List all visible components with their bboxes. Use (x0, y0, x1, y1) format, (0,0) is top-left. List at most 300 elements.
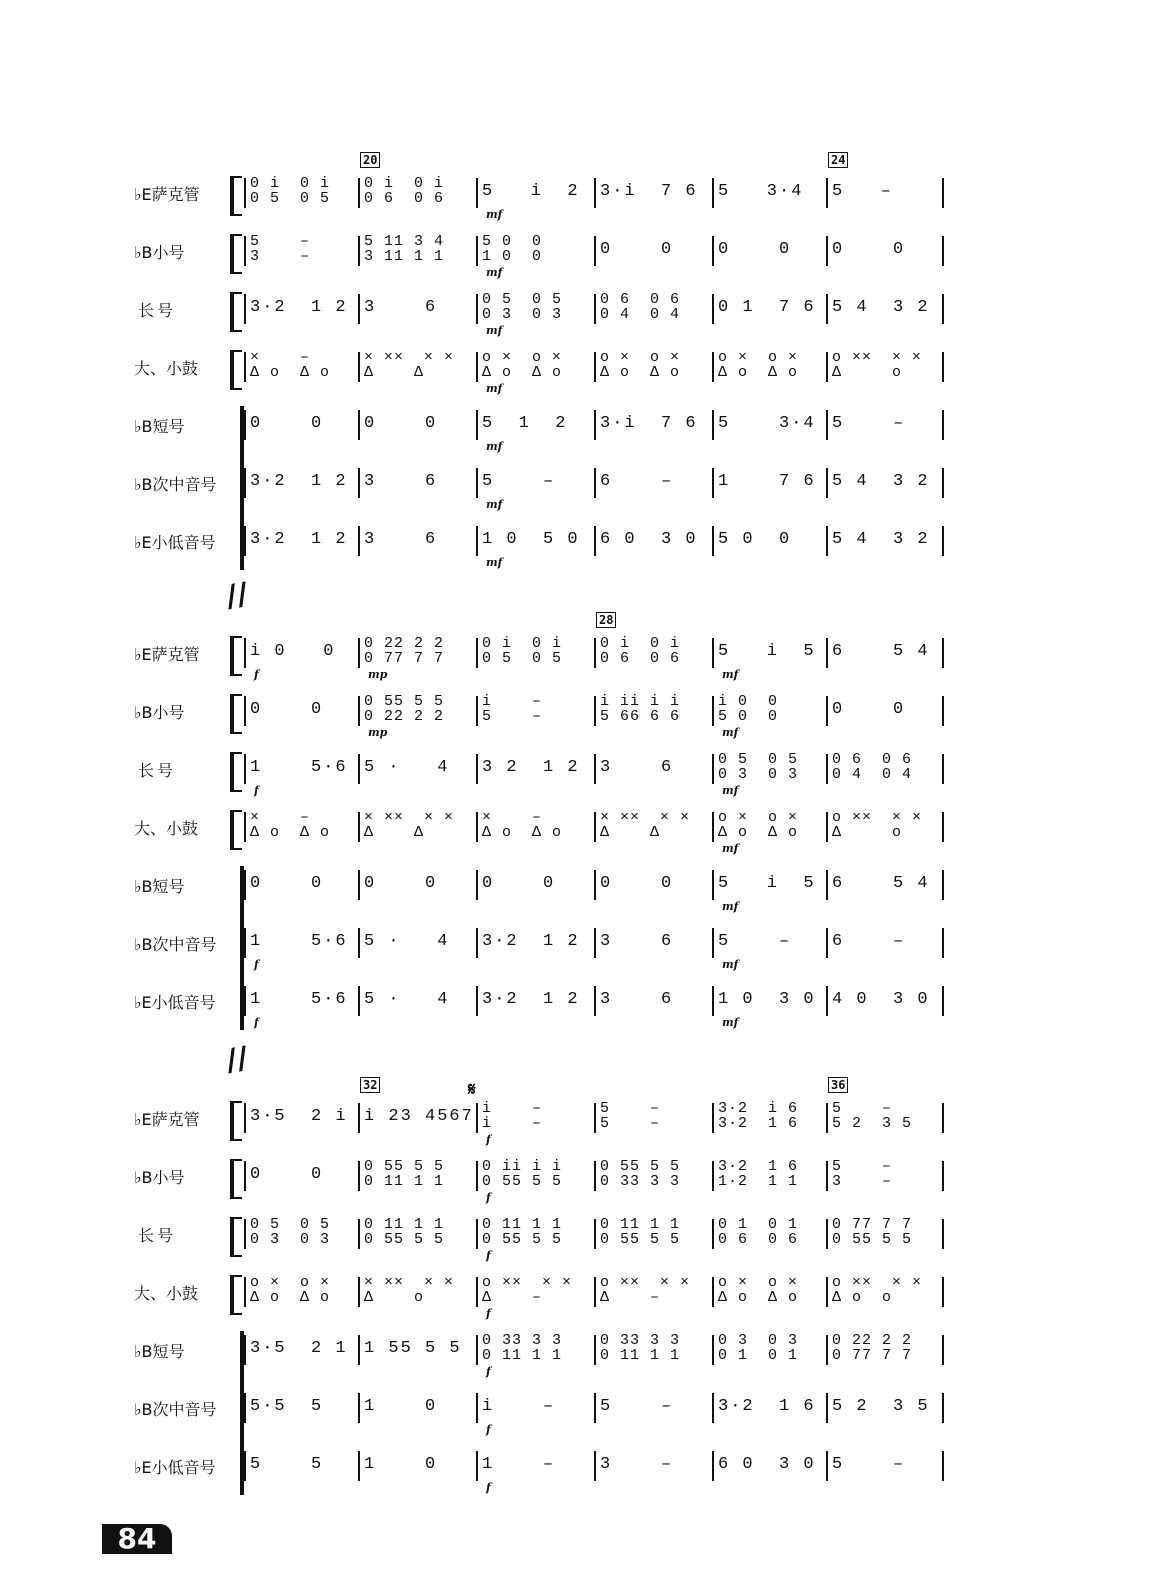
notation-text: 0 0 (832, 240, 906, 259)
staff-brace (230, 1275, 242, 1315)
barline (942, 1161, 944, 1191)
measure (244, 292, 356, 326)
barline (594, 1161, 596, 1191)
notation-text: 5 1 2 (482, 414, 568, 433)
notation-text: 3·2 1 2 (482, 990, 580, 1009)
notation-text: 5 – 3 – (832, 1158, 893, 1190)
barline (358, 352, 360, 382)
instrument-label: ♭B次中音号 (134, 1400, 217, 1419)
measure (244, 694, 356, 728)
measure (358, 868, 474, 902)
barline (594, 696, 596, 726)
barline (244, 1393, 246, 1423)
barline (712, 178, 714, 208)
barline (594, 1393, 596, 1423)
measure (826, 694, 940, 728)
measure (358, 466, 474, 500)
page-number: 84 (102, 1524, 172, 1554)
barline (826, 870, 828, 900)
notation-text: i – i – (482, 1100, 543, 1132)
instrument-staff (0, 804, 1152, 854)
rehearsal-mark: 24 (828, 152, 848, 168)
notation-text: 0 3 0 3 0 1 0 1 (718, 1332, 799, 1364)
barline (244, 236, 246, 266)
barline (244, 638, 246, 668)
barline (594, 754, 596, 784)
measure (358, 1391, 474, 1425)
barline (594, 294, 596, 324)
measure (244, 524, 356, 558)
notation-text: 0 1 7 6 (718, 298, 816, 317)
notation-text: 1 5·6 (250, 932, 348, 951)
barline (244, 526, 246, 556)
barline (826, 1335, 828, 1365)
instrument-staff (0, 1153, 1152, 1203)
measure (358, 234, 474, 268)
instrument-staff (0, 344, 1152, 394)
barline (712, 468, 714, 498)
measure (244, 1449, 356, 1483)
measure (826, 234, 940, 268)
barline (712, 986, 714, 1016)
notation-text: i ii i i 5 66 6 6 (600, 693, 681, 725)
measure (594, 926, 710, 960)
notation-text: o × o × Δ o Δ o (250, 1274, 331, 1306)
notation-text: 6 0 3 0 (600, 530, 698, 549)
measure (594, 868, 710, 902)
staff-brace (230, 810, 242, 850)
instrument-label: ♭E小低音号 (134, 533, 216, 552)
rehearsal-mark: 36 (828, 1077, 848, 1093)
measure (244, 466, 356, 500)
barline (826, 526, 828, 556)
instrument-label: 长号 (138, 761, 177, 780)
measure (594, 810, 710, 844)
notation-text: 0 55 5 5 0 11 1 1 (364, 1158, 445, 1190)
barline (712, 1103, 714, 1133)
notation-text: 3 6 (364, 298, 438, 317)
barline (712, 410, 714, 440)
segno-sign: 𝄋 (468, 1079, 476, 1099)
notation-text: 5 – 3 – (250, 233, 311, 265)
measure (244, 1101, 356, 1135)
dynamic-marking: f (486, 1481, 491, 1494)
measure (358, 1449, 474, 1483)
instrument-label: ♭E小低音号 (134, 1458, 216, 1477)
barline (358, 526, 360, 556)
dynamic-marking: f (486, 1249, 491, 1262)
instrument-label: ♭B次中音号 (134, 935, 217, 954)
barline (476, 526, 478, 556)
notation-text: 3 2 1 2 (482, 758, 580, 777)
notation-text: 0 5 0 5 0 3 0 3 (718, 751, 799, 783)
measure (594, 292, 710, 326)
instrument-label: ♭E小低音号 (134, 993, 216, 1012)
barline (358, 986, 360, 1016)
instrument-label: ♭B短号 (134, 877, 185, 896)
notation-text: 3·2 1 6 (718, 1397, 816, 1416)
instrument-label: ♭B小号 (134, 1168, 185, 1187)
notation-text: 3 6 (600, 932, 674, 951)
instrument-staff (0, 1095, 1152, 1145)
measure (826, 292, 940, 326)
measure (712, 636, 824, 670)
barline (476, 178, 478, 208)
measure (826, 1159, 940, 1193)
measure (826, 1217, 940, 1251)
notation-text: 0 55 5 5 0 33 3 3 (600, 1158, 681, 1190)
dynamic-marking: mf (722, 958, 739, 971)
notation-text: 0 0 (364, 874, 438, 893)
notation-text: 0 33 3 3 0 11 1 1 (600, 1332, 681, 1364)
measure (476, 1391, 592, 1425)
barline (476, 754, 478, 784)
barline (942, 468, 944, 498)
instrument-label: ♭B小号 (134, 703, 185, 722)
notation-text: 3·2 1 6 1·2 1 1 (718, 1158, 799, 1190)
barline (712, 870, 714, 900)
barline (244, 1219, 246, 1249)
barline (476, 352, 478, 382)
measure (476, 1101, 592, 1135)
instrument-label: 长号 (138, 1226, 177, 1245)
dynamic-marking: mf (486, 440, 503, 453)
notation-text: 1 7 6 (718, 472, 816, 491)
notation-text: 1 5·6 (250, 758, 348, 777)
measure (712, 1159, 824, 1193)
barline (476, 1103, 478, 1133)
notation-text: 5 0 0 (718, 530, 792, 549)
measure (244, 636, 356, 670)
notation-text: 3·5 2 1 (250, 1339, 348, 1358)
measure (826, 810, 940, 844)
measure (244, 350, 356, 384)
notation-text: o × o × Δ o Δ o (718, 809, 799, 841)
notation-text: 5 i 5 (718, 642, 816, 661)
dynamic-marking: f (486, 1133, 491, 1146)
dynamic-marking: mf (486, 266, 503, 279)
barline (826, 986, 828, 1016)
barline (244, 812, 246, 842)
measure (826, 350, 940, 384)
notation-text: o × o × Δ o Δ o (718, 1274, 799, 1306)
measure (826, 926, 940, 960)
dynamic-marking: f (254, 668, 259, 681)
measure (712, 810, 824, 844)
notation-text: 1 0 3 0 (718, 990, 816, 1009)
dynamic-marking: mf (722, 726, 739, 739)
barline (942, 1219, 944, 1249)
measure (476, 1275, 592, 1309)
notation-text: 0 33 3 3 0 11 1 1 (482, 1332, 563, 1364)
measure (826, 868, 940, 902)
measure (712, 1333, 824, 1367)
barline (942, 1335, 944, 1365)
notation-text: 5 – (718, 932, 792, 951)
dynamic-marking: mp (368, 726, 388, 739)
notation-text: 0 0 (250, 1165, 324, 1184)
measure (358, 524, 474, 558)
notation-text: 1 5·6 (250, 990, 348, 1009)
measure (712, 1391, 824, 1425)
barline (244, 870, 246, 900)
staff-brace (230, 1217, 242, 1257)
notation-text: 0 5 0 5 0 3 0 3 (250, 1216, 331, 1248)
measure (594, 694, 710, 728)
measure (476, 466, 592, 500)
measure (244, 408, 356, 442)
measure (594, 350, 710, 384)
barline (942, 812, 944, 842)
notation-text: 5 – (832, 1455, 906, 1474)
barline (942, 352, 944, 382)
notation-text: 3·2 1 2 (250, 530, 348, 549)
notation-text: 0 1 0 1 0 6 0 6 (718, 1216, 799, 1248)
measure (594, 1449, 710, 1483)
measure (826, 466, 940, 500)
notation-text: 6 – (832, 932, 906, 951)
barline (476, 1393, 478, 1423)
notation-text: 3 6 (364, 530, 438, 549)
notation-text: × – Δ o Δ o (250, 349, 331, 381)
notation-text: 5 – (482, 472, 556, 491)
measure (712, 524, 824, 558)
measure (594, 1101, 710, 1135)
instrument-label: ♭E萨克管 (134, 185, 200, 204)
measure (358, 1217, 474, 1251)
barline (358, 294, 360, 324)
measure (358, 810, 474, 844)
measure (594, 1159, 710, 1193)
instrument-label: ♭B小号 (134, 243, 185, 262)
notation-text: 0 77 7 7 0 55 5 5 (832, 1216, 913, 1248)
measure (244, 868, 356, 902)
notation-text: 0 0 (250, 700, 324, 719)
notation-text: 0 0 (718, 240, 792, 259)
barline (594, 1451, 596, 1481)
instrument-label: 长号 (138, 301, 177, 320)
dynamic-marking: mf (722, 784, 739, 797)
measure (476, 524, 592, 558)
barline (244, 986, 246, 1016)
instrument-staff (0, 286, 1152, 336)
notation-text: 3·2 1 2 (250, 472, 348, 491)
barline (476, 870, 478, 900)
barline (826, 928, 828, 958)
notation-text: 0 0 (250, 414, 324, 433)
notation-text: 1 0 (364, 1397, 438, 1416)
instrument-staff (0, 978, 1152, 1028)
barline (476, 410, 478, 440)
barline (594, 812, 596, 842)
instrument-label: ♭E萨克管 (134, 645, 200, 664)
barline (594, 1219, 596, 1249)
barline (594, 638, 596, 668)
barline (594, 870, 596, 900)
instrument-staff (0, 518, 1152, 568)
barline (826, 1219, 828, 1249)
measure (594, 524, 710, 558)
system-separator-icon: // (223, 576, 251, 615)
measure (826, 524, 940, 558)
notation-text: 1 0 5 0 (482, 530, 580, 549)
barline (244, 410, 246, 440)
instrument-staff (0, 228, 1152, 278)
barline (942, 696, 944, 726)
notation-text: 5 i 2 (482, 182, 580, 201)
barline (476, 1451, 478, 1481)
notation-text: 5 4 3 2 (832, 530, 930, 549)
barline (476, 294, 478, 324)
notation-text: 1 0 (364, 1455, 438, 1474)
measure (358, 408, 474, 442)
notation-text: 6 5 4 (832, 874, 930, 893)
measure (476, 1159, 592, 1193)
measure (476, 234, 592, 268)
measure (244, 1275, 356, 1309)
notation-text: 0 6 0 6 0 4 0 4 (832, 751, 913, 783)
measure (358, 752, 474, 786)
notation-text: i 0 0 5 0 0 (718, 693, 779, 725)
instrument-label: ♭B短号 (134, 1342, 185, 1361)
barline (244, 468, 246, 498)
barline (942, 754, 944, 784)
notation-text: × ×× × × Δ Δ (364, 349, 455, 381)
measure (358, 636, 474, 670)
measure (712, 1449, 824, 1483)
dynamic-marking: mf (486, 498, 503, 511)
barline (594, 236, 596, 266)
notation-text: 5 3·4 (718, 414, 816, 433)
measure (358, 350, 474, 384)
measure (712, 292, 824, 326)
notation-text: 0 i 0 i 0 5 0 5 (482, 635, 563, 667)
notation-text: 0 ii i i 0 55 5 5 (482, 1158, 563, 1190)
barline (594, 352, 596, 382)
instrument-staff (0, 1211, 1152, 1261)
measure (712, 1275, 824, 1309)
barline (244, 1451, 246, 1481)
measure (476, 1449, 592, 1483)
instrument-label: ♭B短号 (134, 417, 185, 436)
barline (712, 1277, 714, 1307)
barline (244, 294, 246, 324)
dynamic-marking: f (486, 1423, 491, 1436)
measure (358, 984, 474, 1018)
barline (594, 178, 596, 208)
barline (826, 1451, 828, 1481)
staff-brace (230, 292, 242, 332)
notation-text: 5 2 3 5 (832, 1397, 930, 1416)
notation-text: 0 22 2 2 0 77 7 7 (832, 1332, 913, 1364)
measure (476, 984, 592, 1018)
barline (358, 696, 360, 726)
measure (594, 1217, 710, 1251)
measure (826, 1101, 940, 1135)
instrument-label: 大、小鼓 (134, 1284, 199, 1303)
notation-text: 5 – (832, 182, 894, 201)
measure (476, 868, 592, 902)
notation-text: i – (482, 1397, 556, 1416)
notation-text: 3 – (600, 1455, 674, 1474)
measure (476, 694, 592, 728)
notation-text: 0 11 1 1 0 55 5 5 (600, 1216, 681, 1248)
notation-text: i 23 4567 (364, 1107, 474, 1126)
rehearsal-mark: 28 (596, 612, 616, 628)
barline (476, 812, 478, 842)
measure (712, 350, 824, 384)
barline (826, 1277, 828, 1307)
measure (244, 1159, 356, 1193)
measure (712, 694, 824, 728)
measure (594, 752, 710, 786)
notation-text: 5 – 5 2 3 5 (832, 1100, 913, 1132)
barline (942, 410, 944, 440)
dynamic-marking: mf (722, 668, 739, 681)
notation-text: 3·i 7 6 (600, 414, 698, 433)
barline (942, 638, 944, 668)
barline (712, 1161, 714, 1191)
notation-text: 5 · 4 (364, 932, 450, 951)
notation-text: 0 6 0 6 0 4 0 4 (600, 291, 681, 323)
notation-text: o ×× × × Δ o (832, 809, 923, 841)
measure (594, 1275, 710, 1309)
instrument-staff (0, 460, 1152, 510)
barline (942, 526, 944, 556)
measure (244, 234, 356, 268)
dynamic-marking: mf (486, 556, 503, 569)
measure (594, 408, 710, 442)
barline (712, 352, 714, 382)
barline (358, 1335, 360, 1365)
dynamic-marking: f (486, 1307, 491, 1320)
notation-text: 5 4 3 2 (832, 298, 930, 317)
staff-brace (230, 752, 242, 792)
dynamic-marking: mf (722, 1016, 739, 1029)
measure (476, 176, 592, 210)
notation-text: 5 3·4 (718, 182, 804, 201)
barline (826, 696, 828, 726)
notation-text: 0 0 (482, 874, 556, 893)
barline (358, 928, 360, 958)
notation-text: × ×× × × Δ Δ (600, 809, 691, 841)
barline (826, 754, 828, 784)
measure (594, 1333, 710, 1367)
barline (476, 1335, 478, 1365)
barline (826, 638, 828, 668)
notation-text: 6 5 4 (832, 642, 930, 661)
barline (476, 1277, 478, 1307)
dynamic-marking: f (486, 1191, 491, 1204)
notation-text: 5 4 3 2 (832, 472, 930, 491)
instrument-staff (0, 1269, 1152, 1319)
measure (712, 1217, 824, 1251)
notation-text: 3·2 i 6 3·2 1 6 (718, 1100, 799, 1132)
measure (712, 176, 824, 210)
measure (476, 1217, 592, 1251)
barline (942, 928, 944, 958)
barline (244, 754, 246, 784)
measure (244, 984, 356, 1018)
barline (358, 1219, 360, 1249)
barline (712, 928, 714, 958)
instrument-staff (0, 170, 1152, 220)
barline (826, 812, 828, 842)
measure (476, 636, 592, 670)
notation-text: 6 – (600, 472, 674, 491)
instrument-label: 大、小鼓 (134, 359, 199, 378)
barline (358, 812, 360, 842)
